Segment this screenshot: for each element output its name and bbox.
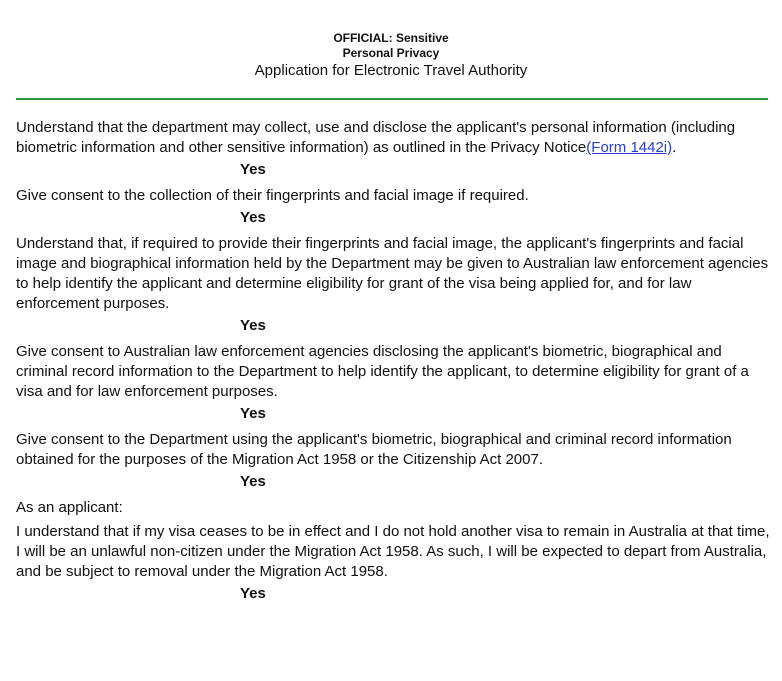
- declaration-item: [16, 234, 772, 336]
- declaration-text: Understand that, if required to provide their fingerprints and facial image, the applicant's fingerprints and facial image and biographical information held by the Department may be given to Australian law enforcement agencies to help identify the applicant and determine eligibility for grant of the visa being applied for, and for law enforcement purposes.: [16, 235, 769, 312]
- applicant-declaration: [16, 498, 772, 604]
- declaration-answer: Yes: [240, 209, 266, 226]
- declaration-answer: Yes: [240, 317, 266, 334]
- declaration-item: [16, 186, 772, 228]
- declaration-text: Give consent to the collection of their fingerprints and facial image if required.: [16, 187, 529, 204]
- security-classification: OFFICIAL: Sensitive: [333, 31, 449, 45]
- declarations-section: [16, 118, 772, 610]
- declaration-answer: Yes: [240, 405, 266, 422]
- declaration-item: [16, 430, 772, 492]
- declaration-answer: Yes: [240, 161, 266, 178]
- declaration-item: [16, 342, 772, 424]
- declaration-statement: Understand that the department may collect, use and disclose the applicant's personal information (including biometric information and other sensitive information) as outlined in the Privacy Notice: [16, 119, 736, 156]
- header-divider: [16, 98, 768, 100]
- declaration-item: [16, 118, 772, 180]
- applicant-answer: Yes: [240, 585, 266, 602]
- declaration-text: [16, 118, 772, 158]
- privacy-marking: Personal Privacy: [342, 46, 440, 60]
- page-title: Application for Electronic Travel Authority: [254, 62, 528, 79]
- applicant-intro: As an applicant:: [16, 499, 123, 516]
- declaration-text: Give consent to Australian law enforcement agencies disclosing the applicant's biometric, biographical and criminal record information to the Department to help identify the applicant, to determine eligibility for grant of a visa and for law enforcement purposes.: [16, 343, 749, 400]
- declaration-answer: Yes: [240, 473, 266, 490]
- document-header: [0, 30, 782, 81]
- applicant-statement: I understand that if my visa ceases to be in effect and I do not hold another visa to remain in Australia at that time, I will be an unlawful non-citizen under the Migration Act 1958. As such, I will be expected to depart from Australia, and be subject to removal under the Migration Act 1958.: [16, 523, 770, 580]
- declaration-suffix: .: [672, 139, 677, 156]
- declaration-text: Give consent to the Department using the applicant's biometric, biographical and criminal record information obtained for the purposes of the Migration Act 1958 or the Citizenship Act 2007.: [16, 431, 732, 468]
- privacy-notice-link[interactable]: (Form 1442i): [586, 139, 673, 156]
